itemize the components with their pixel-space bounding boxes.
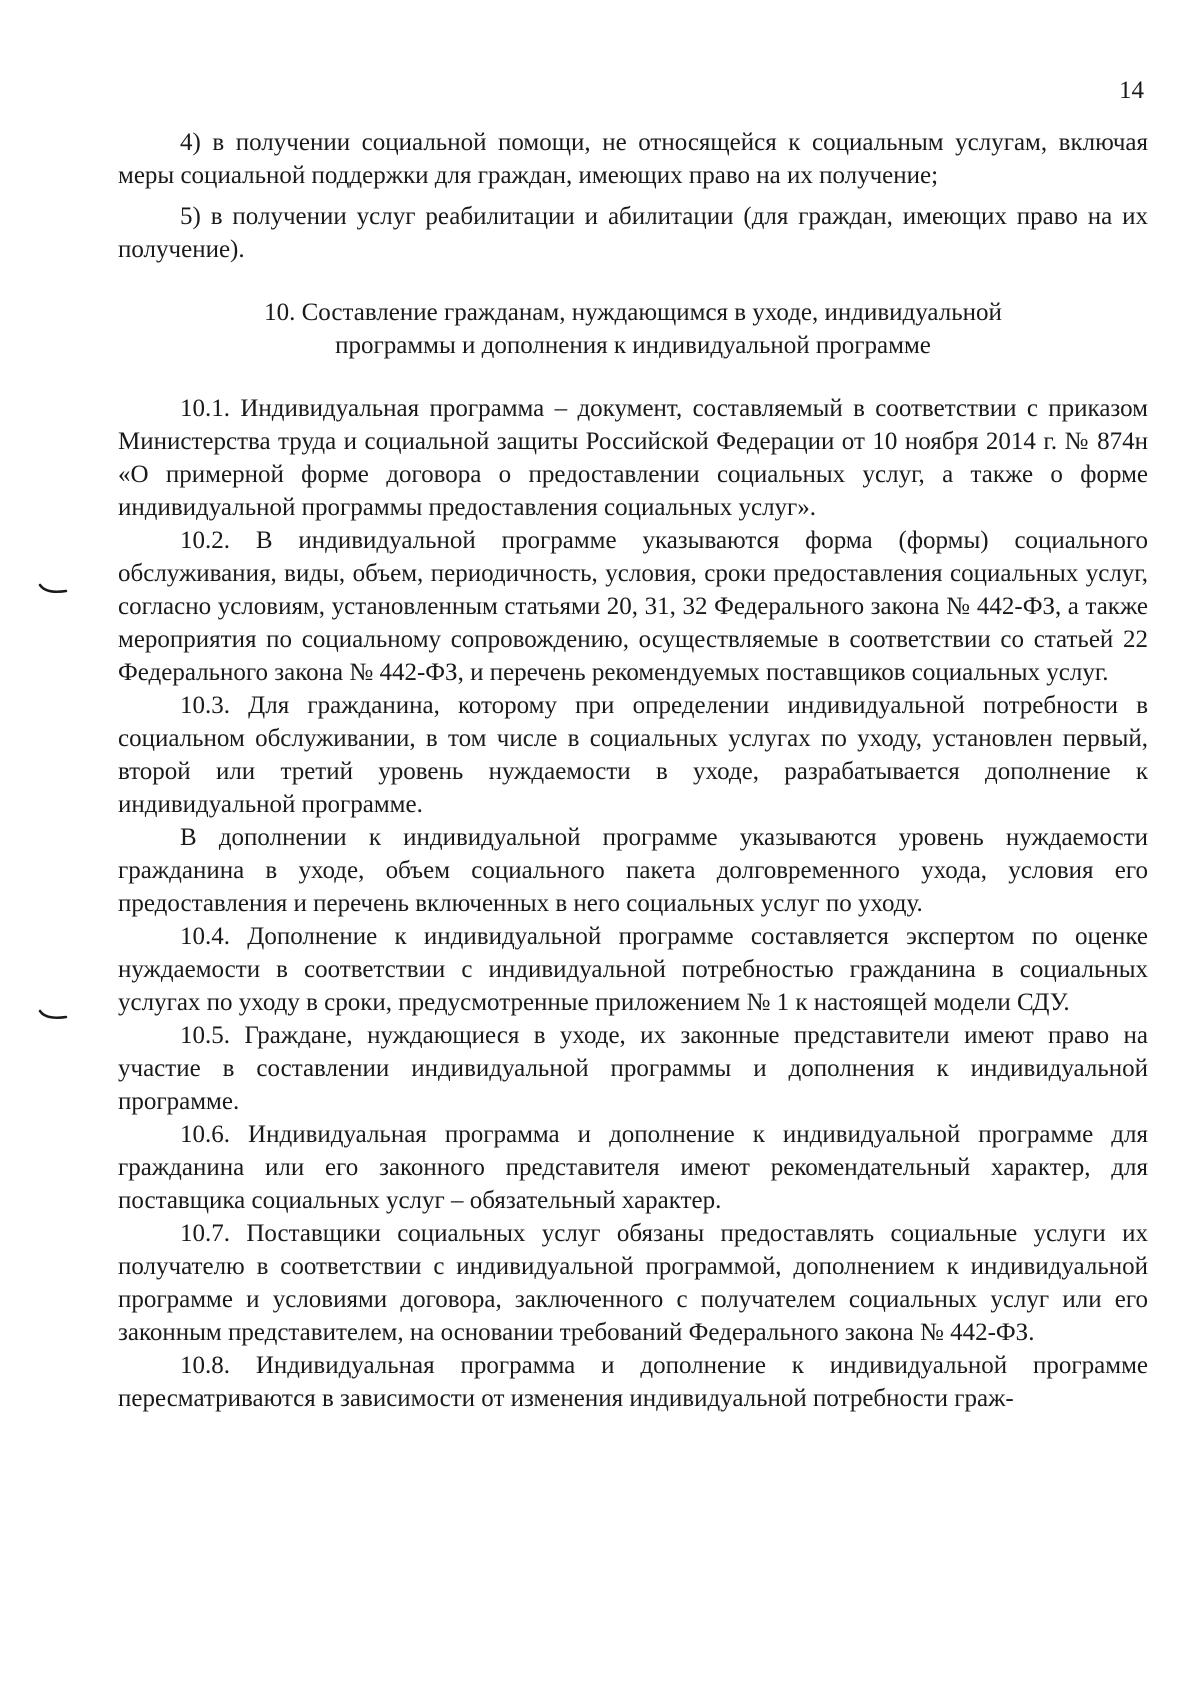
margin-tick-mark-icon (38, 1008, 68, 1022)
paragraph-10-7: 10.7. Поставщики социальных услуг обязаны предоставлять социальные услуги их получателю в соответствии с индивидуальной программой, дополнением к индивидуальной программе и условиями договора, заключенного с получателем социальных услуг или его законным представителем, на основании требований Федерального закона № 442-ФЗ. (118, 1220, 1148, 1346)
paragraph-10-8: 10.8. Индивидуальная программа и дополнение к индивидуальной программе пересматриваются в зависимости от изменения индивидуальной потребности граж- (118, 1352, 1148, 1412)
section-heading-line-1: 10. Составление гражданам, нуждающимся в уходе, индивидуальной (264, 299, 1002, 326)
margin-tick-mark-icon (38, 582, 68, 596)
paragraph-10-3-addendum: В дополнении к индивидуальной программе указываются уровень нуждаемости гражданина в уходе, объем социального пакета долговременного ухода, условия его предоставления и перечень включенных в него социальных услуг по уходу. (118, 824, 1148, 917)
intro-paragraph-5: 5) в получении услуг реабилитации и абилитации (для граждан, имеющих право на их получение). (118, 203, 1148, 263)
paragraph-10-1: 10.1. Индивидуальная программа – документ, составляемый в соответствии с приказом Министерства труда и социальной защиты Российской Федерации от 10 ноября 2014 г. № 874н «О примерной форме договора о предоставлении социальных услуг, а также о форме индивидуальной программы предоставления социальных услуг». (118, 395, 1148, 521)
paragraph-10-4: 10.4. Дополнение к индивидуальной программе составляется экспертом по оценке нуждаемости в соответствии с индивидуальной потребностью гражданина в социальных услугах по уходу в сроки, предусмотренные приложением № 1 к настоящей модели СДУ. (118, 923, 1148, 1016)
paragraph-10-2: 10.2. В индивидуальной программе указываются форма (формы) социального обслуживания, виды, объем, периодичность, условия, сроки предоставления социальных услуг, согласно условиям, установленным статьями 20, 31, 32 Федерального закона № 442-ФЗ, а также мероприятия по социальному сопровождению, осуществляемые в соответствии со статьей 22 Федерального закона № 442-ФЗ, и перечень рекомендуемых поставщиков социальных услуг. (118, 527, 1148, 686)
section-heading-line-2: программы и дополнения к индивидуальной программе (335, 332, 931, 359)
document-body (118, 126, 1148, 1415)
intro-paragraph-4: 4) в получении социальной помощи, не относящейся к социальным услугам, включая меры социальной поддержки для граждан, имеющих право на их получение; (118, 129, 1148, 189)
page-number: 14 (1119, 77, 1144, 104)
paragraph-10-3: 10.3. Для гражданина, которому при определении индивидуальной потребности в социальном обслуживании, в том числе в социальных услугах по уходу, установлен первый, второй или третий уровень нуждаемости в уходе, разрабатывается дополнение к индивидуальной программе. (118, 692, 1148, 818)
paragraph-10-5: 10.5. Граждане, нуждающиеся в уходе, их законные представители имеют право на участие в составлении индивидуальной программы и дополнения к индивидуальной программе. (118, 1022, 1148, 1115)
section-heading (118, 296, 1148, 362)
paragraph-10-6: 10.6. Индивидуальная программа и дополнение к индивидуальной программе для гражданина или его законного представителя имеют рекомендательный характер, для поставщика социальных услуг – обязательный характер. (118, 1121, 1148, 1214)
